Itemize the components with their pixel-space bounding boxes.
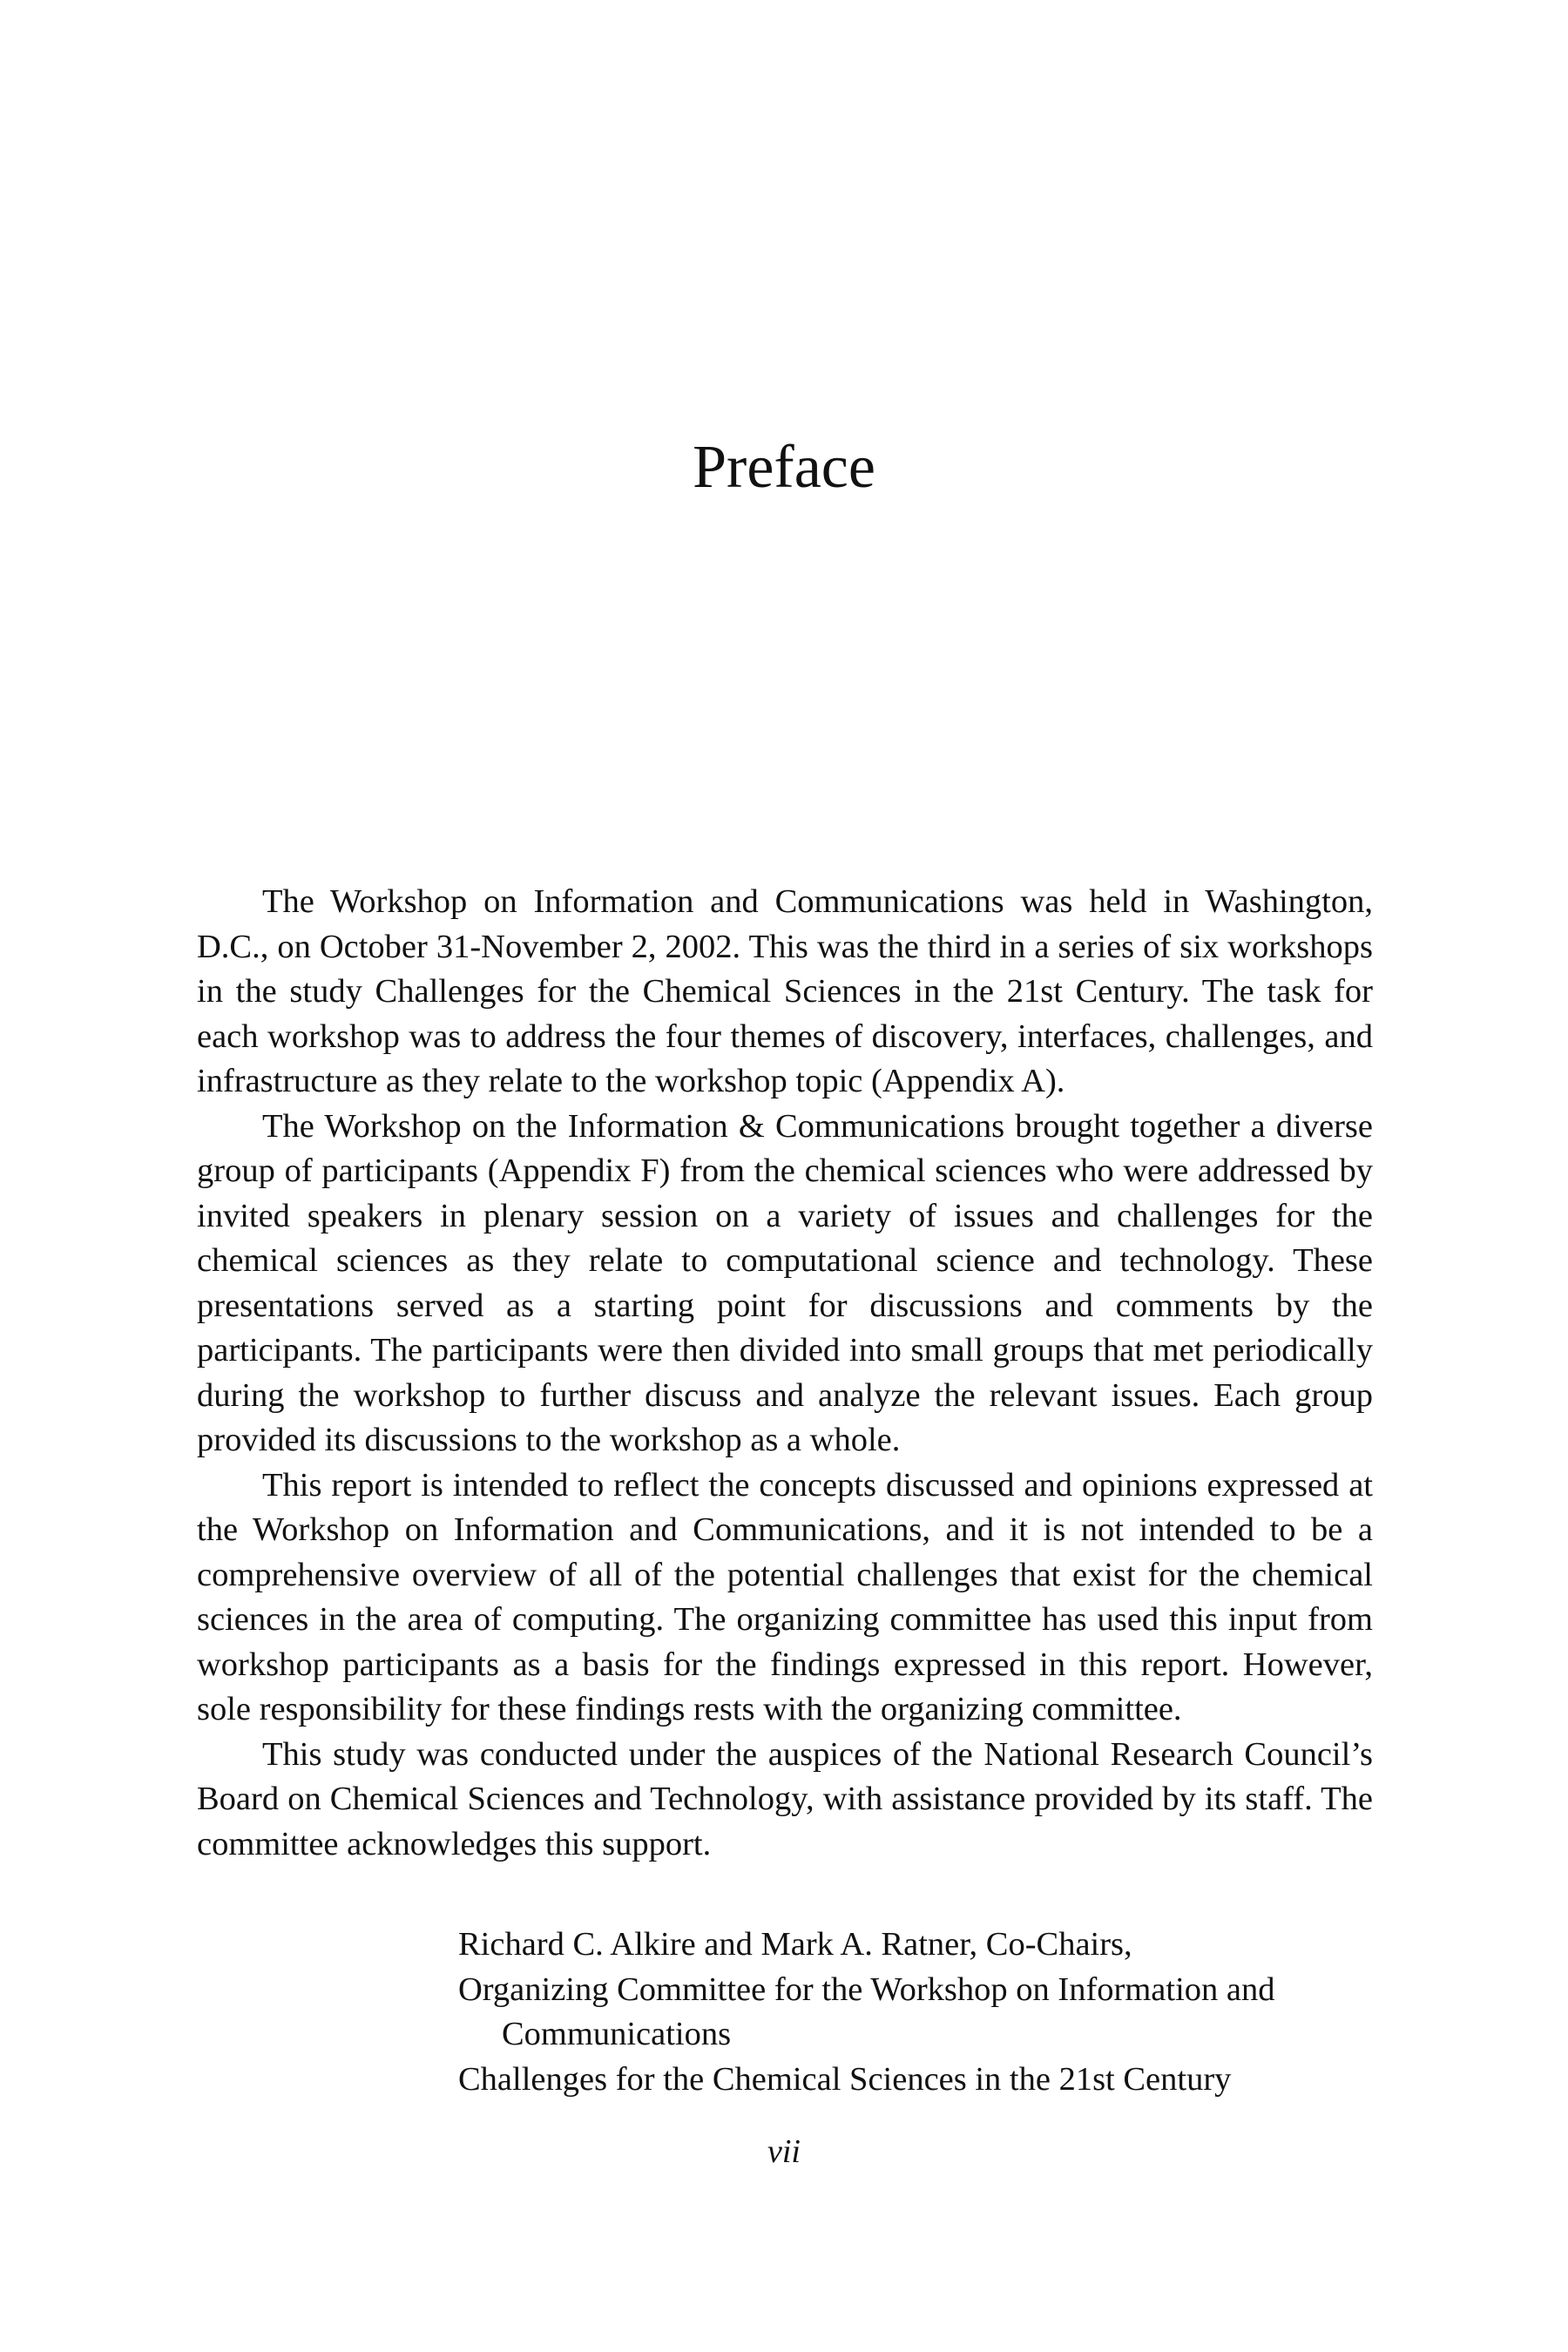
paragraph: The Workshop on the Information & Communications brought together a diverse group of participants (Appendix F) from the chemical sciences who were addressed by invited speakers in plenary session on a variety of issues and challenges for the chemical sciences as they relate to computational science and technology. These presentations served as a starting point for discussions and comments by the participants. The participants were then divided into small groups that met periodically during the workshop to further discuss and analyze the relevant issues. Each group provided its discussions to the workshop as a whole. <box>197 1107 1373 1458</box>
paragraph: The Workshop on Information and Communications was held in Washington, D.C., on October 31-November 2, 2002. This was the third in a series of six workshops in the study Challenges for the Chemical Sciences in the 21st Century. The task for each workshop was to address the four themes of discovery, interfaces, challenges, and infrastructure as they relate to the workshop topic (Appendix A). <box>197 883 1373 1099</box>
page-number: vii <box>767 2133 801 2170</box>
paragraph: This study was conducted under the auspices of the National Research Council’s Board on Chemical Sciences and Technology, with assistance provided by its staff. The committee acknowledges this support. <box>197 1735 1373 1862</box>
signature-committee: Organizing Committee for the Workshop on Information and Communications <box>458 1970 1275 2052</box>
signature-study: Challenges for the Chemical Sciences in the 21st Century <box>458 2060 1232 2098</box>
preface-body <box>197 880 1373 1867</box>
page-title: Preface <box>693 434 875 501</box>
paragraph: This report is intended to reflect the concepts discussed and opinions expressed at the Workshop on Information and Communications, and it is not intended to be a comprehensive overview of all of the potential challenges that exist for the chemical sciences in the area of computing. The organizing committee has used this input from workshop participants as a basis for the findings expressed in this report. However, sole responsibility for these findings rests with the organizing committee. <box>197 1466 1373 1727</box>
signature-names: Richard C. Alkire and Mark A. Ratner, Co-Chairs, <box>458 1926 1132 1963</box>
signature-block <box>458 1923 1416 2102</box>
